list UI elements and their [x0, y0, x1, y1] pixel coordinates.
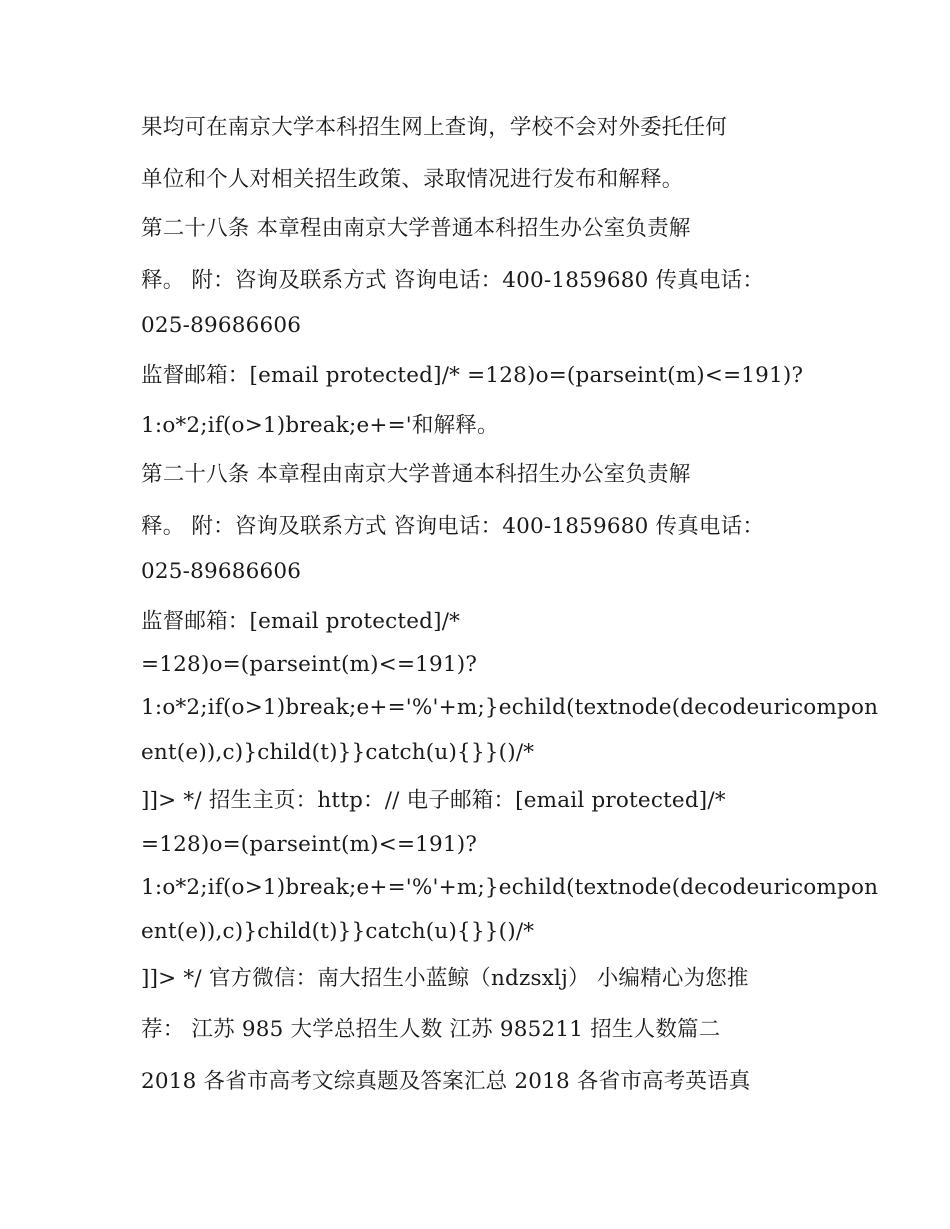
text-line: =128)o=(parseint(m)<=191)? — [141, 832, 478, 857]
text-line: 单位和个人对相关招生政策、录取情况进行发布和解释。 — [141, 167, 684, 192]
text-line: ]]> */ 招生主页：http：// 电子邮箱：[email protected]/* — [141, 788, 726, 813]
text-line: 释。 附：咨询及联系方式 咨询电话：400-1859680 传真电话： — [141, 268, 765, 293]
text-line: 果均可在南京大学本科招生网上查询，学校不会对外委托任何 — [141, 115, 727, 140]
text-line: 025-89686606 — [141, 559, 302, 584]
text-line: ent(e)),c)}child(t)}}catch(u){}}()/* — [141, 740, 535, 765]
text-line: ]]> */ 官方微信：南大招生小蓝鲸（ndzsxlj） 小编精心为您推 — [141, 966, 749, 991]
text-line: ent(e)),c)}child(t)}}catch(u){}}()/* — [141, 919, 535, 944]
text-line: 荐： 江苏 985 大学总招生人数 江苏 985211 招生人数篇二 — [141, 1017, 721, 1042]
text-line: 1:o*2;if(o>1)break;e+='%'+m;}echild(textnode(decodeuricompon — [141, 695, 879, 720]
text-line: 1:o*2;if(o>1)break;e+='和解释。 — [141, 413, 499, 438]
text-line: 监督邮箱：[email protected]/* — [141, 609, 461, 634]
text-line: 第二十八条 本章程由南京大学普通本科招生办公室负责解 — [141, 462, 691, 487]
text-line: 监督邮箱：[email protected]/* =128)o=(parseint(m)<=191)? — [141, 363, 804, 388]
text-line: 第二十八条 本章程由南京大学普通本科招生办公室负责解 — [141, 216, 691, 241]
text-line: 2018 各省市高考文综真题及答案汇总 2018 各省市高考英语真 — [141, 1069, 751, 1094]
text-line: 释。 附：咨询及联系方式 咨询电话：400-1859680 传真电话： — [141, 514, 765, 539]
text-line: 1:o*2;if(o>1)break;e+='%'+m;}echild(textnode(decodeuricompon — [141, 875, 879, 900]
text-line: =128)o=(parseint(m)<=191)? — [141, 652, 478, 677]
text-line: 025-89686606 — [141, 313, 302, 338]
